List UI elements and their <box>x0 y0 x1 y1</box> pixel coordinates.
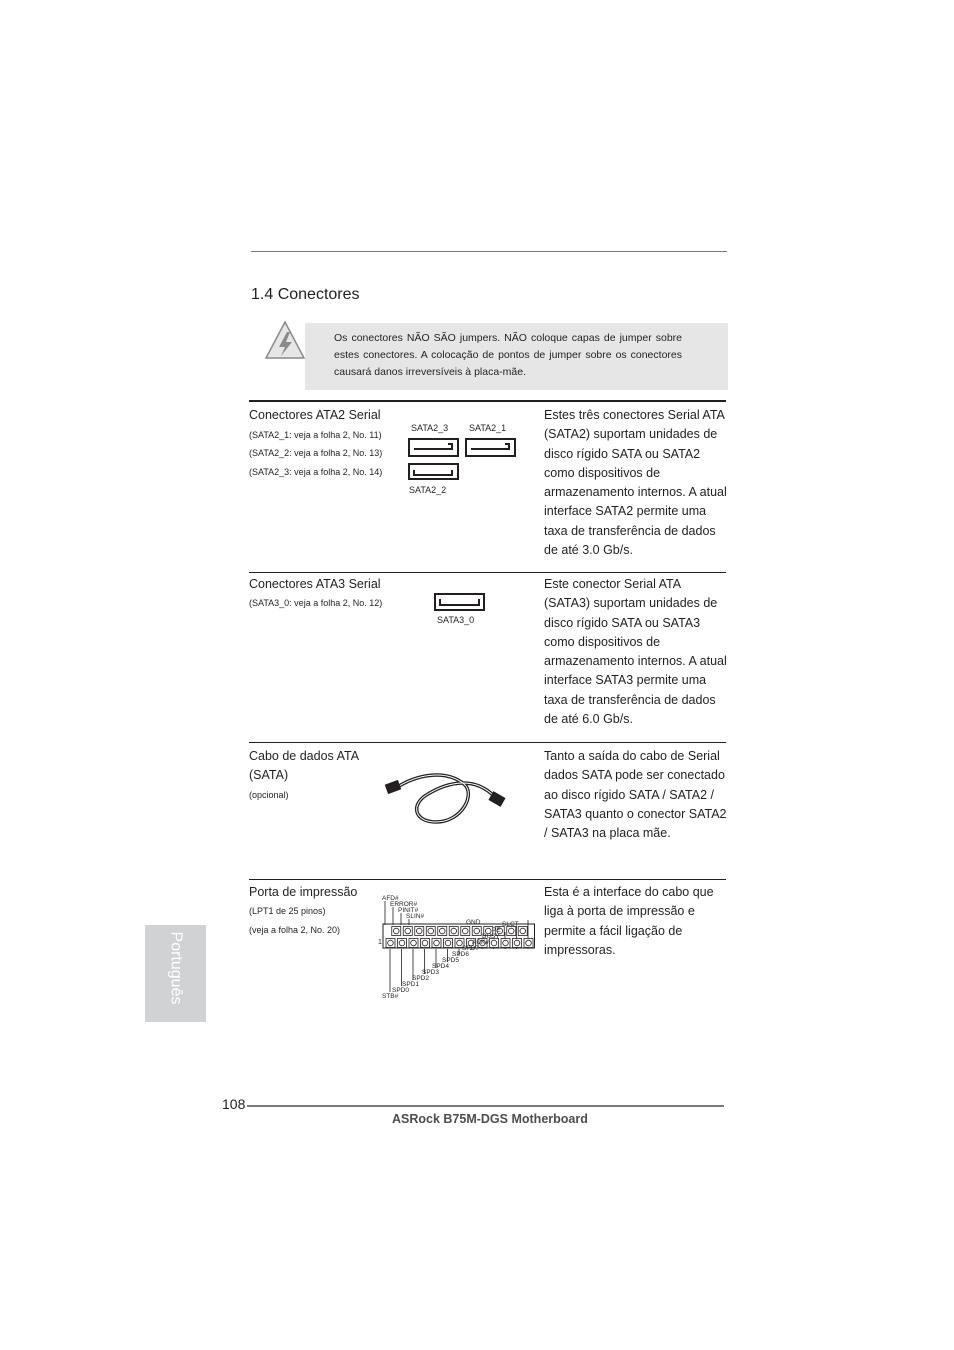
lpt-top-label: SLIN# <box>406 913 425 920</box>
row-divider-3 <box>249 879 726 880</box>
row-divider-2 <box>249 742 726 743</box>
lpt-bottom-label: PE <box>492 927 501 934</box>
top-rule <box>251 251 727 252</box>
lpt-bottom-label: SLCT <box>502 921 519 928</box>
warning-triangle-icon <box>264 320 306 360</box>
sata2-2-label: SATA2_2 <box>409 485 447 495</box>
lpt-description: Esta é a interface do cabo que liga à porta de impressão e permite a fácil ligação de impressoras. <box>544 885 714 957</box>
lpt-label: Porta de impressão <box>249 885 358 899</box>
sata3-connector-diagram <box>434 593 486 612</box>
lpt-top-label: ERROR# <box>390 901 418 908</box>
lpt-bottom-label: SPD5 <box>442 957 459 964</box>
section-title: 1.4 Conectores <box>251 286 360 303</box>
sata-cable-illustration <box>384 764 514 830</box>
lpt-bottom-label: SPD7 <box>462 945 479 952</box>
sata2-ref-1: (SATA2_1: veja a folha 2, No. 11) <box>249 430 382 440</box>
cable-ref: (opcional) <box>249 790 289 800</box>
row-divider-1 <box>249 572 726 573</box>
lpt-bottom-label: SPD1 <box>402 981 419 988</box>
lpt-bottom-label: SPD2 <box>412 975 429 982</box>
footer-rule <box>247 1105 724 1107</box>
page-number: 108 <box>222 1096 246 1112</box>
sata2-1-connector <box>466 439 515 456</box>
sata2-ref-2: (SATA2_2: veja a folha 2, No. 13) <box>249 448 383 458</box>
lpt-bottom-label: SPD4 <box>432 963 449 970</box>
table-top-rule <box>249 400 726 402</box>
sata3-label: Conectores ATA3 Serial <box>249 577 381 591</box>
footer-product: ASRock B75M-DGS Motherboard <box>392 1112 588 1126</box>
lpt-bottom-label: SPD0 <box>392 987 409 994</box>
sata2-1-label: SATA2_1 <box>469 423 507 433</box>
warning-panel <box>305 323 728 390</box>
lpt-bottom-label: STB# <box>382 993 399 1000</box>
sata3-description: Este conector Serial ATA (SATA3) suportam unidades de disco rígido SATA ou SATA3 como dispositivos de armazenamento internos. A atual interface SATA3 permite uma taxa de transferência de dados de até 6.0 Gb/s. <box>544 577 727 727</box>
lpt-top-label: GND <box>466 919 481 926</box>
lpt-ref-2: (veja a folha 2, No. 20) <box>249 925 341 935</box>
sata3-0-label: SATA3_0 <box>437 615 475 625</box>
warning-text: Os conectores NÃO SÃO jumpers. NÃO coloque capas de jumper sobre estes conectores. A colocação de pontos de jumper sobre os conectores causará danos irreversíveis à placa-mãe. <box>334 332 682 378</box>
sata2-connectors-diagram <box>408 438 518 483</box>
sata3-ref: (SATA3_0: veja a folha 2, No. 12) <box>249 598 383 608</box>
lpt-header-diagram <box>378 892 538 1002</box>
language-tab-label: Português <box>167 931 185 1005</box>
sata2-label: Conectores ATA2 Serial <box>249 408 381 422</box>
lpt-top-label: PINIT# <box>398 907 419 914</box>
cable-description: Tanto a saída do cabo de Serial dados SATA pode ser conectado ao disco rígido SATA / SATA2 / SATA3 quanto o conector SATA2 / SATA3 na placa mãe. <box>544 749 727 841</box>
lpt-ref-1: (LPT1 de 25 pinos) <box>249 906 326 916</box>
sata2-description: Estes três conectores Serial ATA (SATA2) suportam unidades de disco rígido SATA ou SATA2 como dispositivos de armazenamento internos. A atual interface SATA2 permite uma taxa de transferência de dados de até 3.0 Gb/s. <box>544 408 727 558</box>
sata2-3-connector <box>409 439 458 456</box>
lpt-bottom-label: ACK# <box>472 939 489 946</box>
sata2-3-label: SATA2_3 <box>411 423 449 433</box>
lpt-bottom-label: SPD3 <box>422 969 439 976</box>
lpt-bottom-label: BUSY <box>482 933 500 940</box>
sata2-ref-3: (SATA2_3: veja a folha 2, No. 14) <box>249 467 383 477</box>
sata2-2-connector <box>409 464 458 479</box>
cable-label: Cabo de dados ATA (SATA) <box>249 749 359 783</box>
lpt-pin1-label: 1 <box>378 939 382 946</box>
lpt-top-label: AFD# <box>382 895 399 902</box>
lpt-bottom-label: SPD6 <box>452 951 469 958</box>
language-tab <box>145 925 206 1022</box>
